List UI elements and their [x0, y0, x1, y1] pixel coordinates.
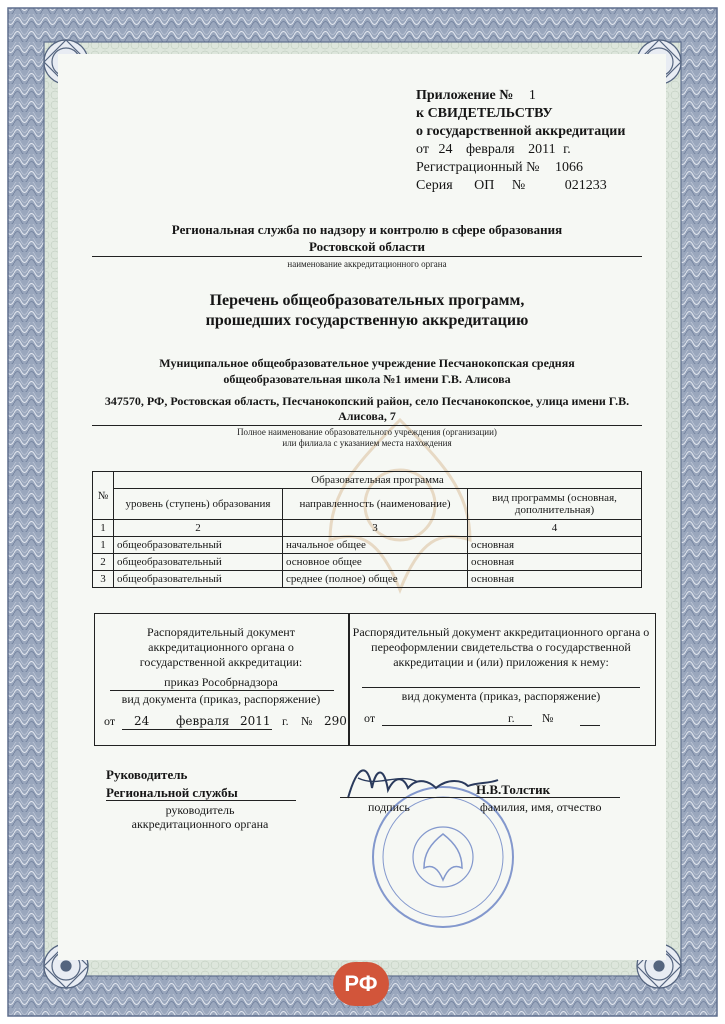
- header-program-group: Образовательная программа: [114, 472, 642, 489]
- row-direction: среднее (полное) общее: [283, 571, 468, 588]
- institution-address-line2: Алисова, 7: [338, 409, 396, 423]
- doc-left-caption: вид документа (приказ, распоряжение): [121, 692, 321, 706]
- row-level: общеобразовательный: [114, 571, 283, 588]
- num-cell: 4: [468, 520, 642, 537]
- head-underline: [106, 800, 296, 801]
- row-direction: начальное общее: [283, 537, 468, 554]
- annex-series: Серия ОП № 021233: [416, 178, 607, 193]
- list-title-line2: прошедших государственную аккредитацию: [205, 312, 529, 329]
- name-caption: фамилия, имя, отчество: [480, 800, 602, 814]
- doc-left-value: приказ Рособрнадзора: [164, 675, 278, 689]
- annex-registration: Регистрационный № 1066: [416, 160, 583, 175]
- row-number: 3: [93, 571, 114, 588]
- annex-line3: о государственной аккредитации: [416, 124, 626, 139]
- num-cell: 2: [114, 520, 283, 537]
- doc-right-caption: вид документа (приказ, распоряжение): [401, 689, 601, 703]
- row-level: общеобразовательный: [114, 537, 283, 554]
- num-cell: 3: [283, 520, 468, 537]
- authority-underline: [92, 256, 642, 257]
- table-header-row: [93, 472, 642, 489]
- row-level: общеобразовательный: [114, 554, 283, 571]
- institution-address-line1: 347570, РФ, Ростовская область, Песчанокопский район, село Песчанокопское, улица имени Г.В.: [104, 394, 630, 408]
- authority-line1: Региональная служба по надзору и контролю в сфере образования: [171, 222, 563, 237]
- institution-caption2: или филиала с указанием места нахождения: [282, 438, 452, 448]
- authority-line2: Ростовской области: [309, 239, 425, 254]
- doc-left-title: Распорядительный документ аккредитационного органа о государственной аккредитации:: [139, 625, 303, 669]
- table-row: [93, 571, 642, 588]
- header-level: уровень (ступень) образования: [114, 489, 283, 520]
- doc-right-no-underline: [580, 725, 600, 726]
- institution-name-line2: общеобразовательная школа №1 имени Г.В. Алисова: [223, 372, 511, 386]
- programs-table: [92, 471, 642, 588]
- doc-right-underline: [362, 687, 640, 688]
- annex-line1: Приложение № 1: [416, 88, 536, 103]
- sign-caption: подпись: [368, 800, 410, 814]
- institution-name-line1: Муниципальное общеобразовательное учреждение Песчанокопская средняя: [159, 356, 575, 370]
- table-row: [93, 554, 642, 571]
- list-title-line1: Перечень общеобразовательных программ,: [209, 292, 525, 309]
- header-direction: направленность (наименование): [283, 489, 468, 520]
- row-kind: основная: [468, 571, 642, 588]
- doc-right-title: Распорядительный документ аккредитационного органа о переоформлении свидетельства о государственной аккредитации и (или) приложения к нему:: [352, 625, 650, 669]
- head-caption: руководитель аккредитационного органа: [131, 803, 269, 831]
- table-subheader-row: [93, 489, 642, 520]
- authority-caption: наименование аккредитационного органа: [287, 259, 447, 269]
- annex-date: от 24 февраля 2011 г.: [416, 142, 571, 157]
- doc-right-date-underline: [382, 725, 532, 726]
- num-cell: 1: [93, 520, 114, 537]
- head-title-line1: Руководитель: [106, 767, 188, 782]
- doc-left-date: от 24 февраля 2011 г. № 290: [104, 714, 347, 728]
- row-number: 2: [93, 554, 114, 571]
- row-direction: основное общее: [283, 554, 468, 571]
- row-number: 1: [93, 537, 114, 554]
- institution-caption1: Полное наименование образовательного учреждения (организации): [237, 427, 497, 437]
- table-row: [93, 537, 642, 554]
- signer-name: Н.В.Толстик: [476, 782, 551, 797]
- annex-line2: к СВИДЕТЕЛЬСТВУ: [416, 106, 553, 121]
- doc-left-date-underline: [122, 729, 272, 730]
- header-kind: вид программы (основная, дополнительная): [468, 489, 642, 520]
- sign-underline: [340, 797, 620, 798]
- rf-emblem: РФ: [333, 962, 389, 1006]
- head-title-line2: Региональной службы: [106, 785, 238, 800]
- row-kind: основная: [468, 537, 642, 554]
- table-number-row: [93, 520, 642, 537]
- institution-underline: [92, 425, 642, 426]
- header-no: №: [93, 472, 114, 520]
- doc-right-date: от г. №: [364, 711, 554, 725]
- row-kind: основная: [468, 554, 642, 571]
- doc-left-underline: [110, 690, 334, 691]
